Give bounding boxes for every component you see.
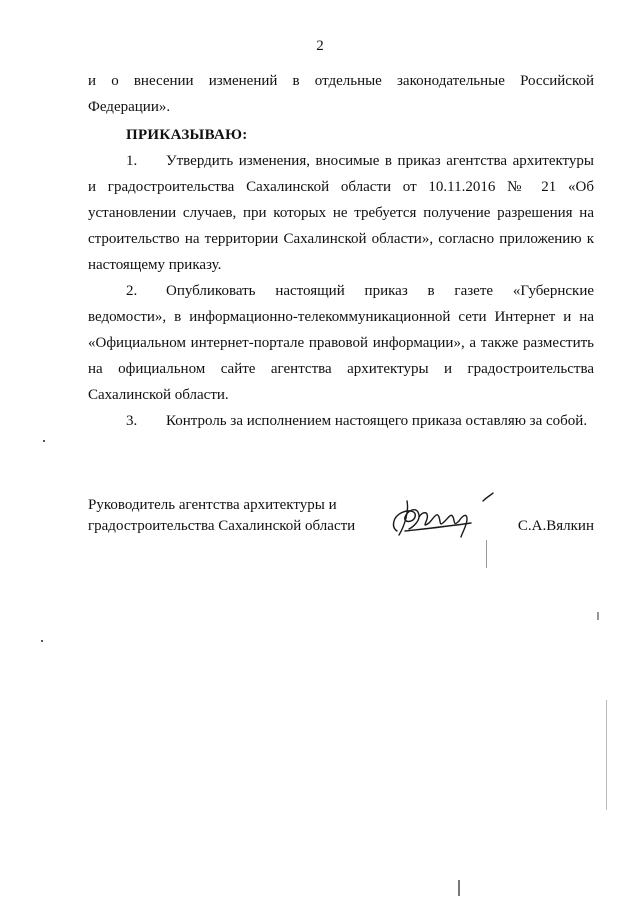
item-number: 2. (126, 283, 138, 299)
intro-paragraph: и о внесении изменений в отдельные законодательные Российской Федерации». (88, 73, 594, 115)
item-number: 1. (126, 153, 138, 169)
scan-speck (597, 612, 599, 620)
item-text: Контроль за исполнением настоящего приказа оставляю за собой. (166, 413, 588, 429)
signatory-position (88, 495, 378, 537)
order-heading: ПРИКАЗЫВАЮ: (126, 127, 248, 143)
scan-speck (41, 640, 43, 642)
item-text: Утвердить изменения, вносимые в приказ агентства архитектуры и градостроительства Сахалинской области от 10.11.2016 № 21 «Об установлении случаев, при которых не требуется получение разрешения на строительство на территории Сахалинской области», согласно приложению к настоящему приказу. (88, 153, 594, 273)
item-number: 3. (126, 413, 138, 429)
scan-speck (458, 880, 460, 896)
order-item-2 (88, 278, 594, 408)
handwritten-signature (383, 487, 503, 547)
position-line-2: градостроительства Сахалинской области (88, 518, 356, 534)
signature-block (88, 495, 594, 555)
scan-speck (486, 540, 487, 568)
order-item-3 (88, 408, 594, 434)
item-text: Опубликовать настоящий приказ в газете «Губернские ведомости», в информационно-телекоммуникационной сети Интернет и на «Официальном интернет-портале правовой информации», а также разместить на официальном сайте агентства архитектуры и градостроительства Сахалинской области. (88, 283, 594, 403)
scan-speck (606, 700, 607, 810)
order-item-1 (88, 148, 594, 278)
signatory-name: С.А.Вялкин (517, 518, 594, 534)
scan-speck (43, 440, 45, 442)
page-number: 2 (316, 38, 324, 54)
position-line-1: Руководитель агентства архитектуры и (88, 497, 337, 513)
document-body (88, 68, 594, 434)
